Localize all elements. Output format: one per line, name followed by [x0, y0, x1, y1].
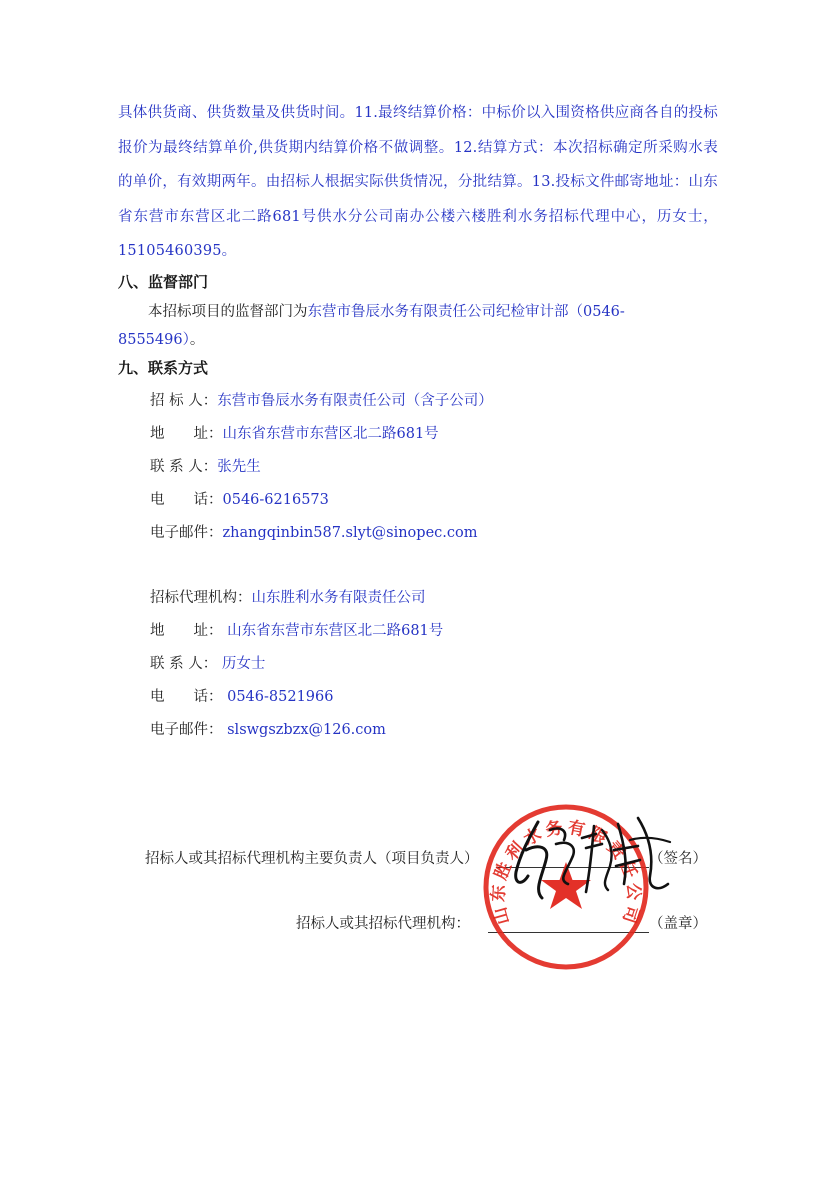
agency-email-value[interactable]: slswgszbzx@126.com — [227, 722, 386, 738]
agency-address-value: 山东省东营市东营区北二路681号 — [227, 623, 444, 639]
seal-suffix: （盖章） — [649, 916, 707, 932]
tenderer-address-value: 山东省东营市东营区北二路681号 — [222, 426, 439, 442]
agency-phone-label: 电 话： — [150, 689, 223, 705]
agency-email-label: 电子邮件： — [150, 722, 223, 738]
contact-heading: 九、联系方式 — [118, 359, 209, 377]
agency-address-label: 地 址： — [150, 623, 223, 639]
signature-line-label: 招标人或其招标代理机构主要负责人（项目负责人） — [145, 851, 479, 867]
handwritten-signature — [498, 800, 686, 910]
agency-phone-row — [150, 685, 334, 706]
supervision-dept: 东营市鲁辰水务有限责任公司纪检审计部（0546-8555496） — [118, 304, 625, 348]
section-continuation-text: 具体供货商、供货数量及供货时间。11.最终结算价格：中标价以入围资格供应商各自的投标报价为最终结算单价,供货期内结算价格不做调整。12.结算方式：本次招标确定所采购水表的单价，有效期两年。由招标人根据实际供货情况，分批结算。13.投标文件邮寄地址：山东省东营市东营区北二路681号供水分公司南办公楼六楼胜利水务招标代理中心，历女士，15105460395。 — [118, 105, 718, 259]
tenderer-email-label: 电子邮件： — [150, 525, 223, 541]
supervision-text — [118, 298, 708, 354]
tenderer-name-value: 东营市鲁辰水务有限责任公司（含子公司） — [217, 393, 493, 409]
agency-name-value: 山东胜利水务有限责任公司 — [251, 590, 426, 606]
agency-person-row — [150, 652, 265, 673]
tenderer-phone-value: 0546-6216573 — [222, 492, 329, 508]
tenderer-address-label: 地 址： — [150, 426, 223, 442]
agency-phone-value: 0546-8521966 — [227, 689, 334, 705]
tenderer-person-value: 张先生 — [217, 459, 261, 475]
seal-line-label: 招标人或其招标代理机构： — [296, 916, 470, 932]
supervision-suffix: 。 — [189, 332, 205, 348]
tenderer-person-row — [150, 455, 261, 476]
supervision-heading: 八、监督部门 — [118, 273, 209, 291]
supervision-prefix: 本招标项目的监督部门为 — [148, 304, 308, 320]
tenderer-person-label: 联 系 人： — [150, 459, 218, 475]
tenderer-phone-label: 电 话： — [150, 492, 223, 508]
tenderer-email-row — [150, 521, 477, 542]
tenderer-email-value[interactable]: zhangqinbin587.slyt@sinopec.com — [222, 525, 478, 541]
seal-arc-text: 山东胜利水务有限责任公司 — [488, 817, 644, 930]
agency-name-label: 招标代理机构： — [150, 590, 252, 606]
agency-name-row — [150, 586, 426, 607]
signature-suffix: （签名） — [649, 851, 707, 867]
agency-address-row — [150, 619, 443, 640]
tenderer-name-label: 招 标 人： — [150, 393, 218, 409]
tenderer-phone-row — [150, 488, 329, 509]
agency-email-row — [150, 718, 386, 739]
tenderer-name-row — [150, 389, 493, 410]
agency-person-label: 联 系 人： — [150, 656, 218, 672]
agency-person-value: 历女士 — [221, 656, 266, 672]
tenderer-address-row — [150, 422, 439, 443]
